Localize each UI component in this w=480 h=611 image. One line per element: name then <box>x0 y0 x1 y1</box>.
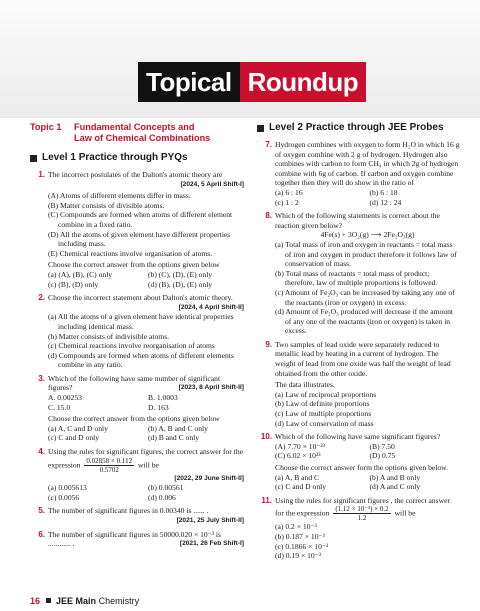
topic-number: Topic 1 <box>30 122 62 132</box>
option: (b) Matter consists of indivisible atoms. <box>48 331 170 341</box>
option: (b) 0.00561 <box>148 483 184 493</box>
question-text: Hydrogen combines with oxygen to form H₂O in which 16 g of oxygen combine with 2 g of hydrogen. Hydrogen also combines with carbon to form CH₄ in which 2g of hydrogen combine with 6g of carbon. If carbon and oxygen combine together then they will do show in the ratio of <box>275 140 460 188</box>
option: (d) Law of conservation of mass <box>275 418 374 428</box>
option: (a) 0.2 × 10⁻³ <box>275 522 317 532</box>
question-source: [2021, 25 July Shift-II] <box>176 517 244 524</box>
numerator: 0.02858 × 0.112 <box>86 456 133 465</box>
value: (C) 6.02 × 10²³ <box>275 451 321 461</box>
question-text: The number of significant figures in 0.00340 is ...... . <box>48 506 209 516</box>
question-text: Using the rules for significant figures, the correct answer for the expression <box>48 447 244 469</box>
option: (b) A and B only <box>369 472 421 482</box>
denominator: 1.2 <box>357 514 367 523</box>
fraction <box>84 457 134 474</box>
option: (c) Law of multiple proportions <box>275 409 372 419</box>
question-text: The number of significant figures in 50000.020 × 10⁻³ is ............ . <box>48 529 221 549</box>
option: (c) (B), (D) only <box>48 279 99 289</box>
question-4 <box>30 447 244 502</box>
statement: (D) All the atoms of given element have different properties including mass. <box>48 229 231 249</box>
question-text: Which of the following statements is correct about the reaction given below? <box>275 211 440 230</box>
question-9 <box>257 340 460 428</box>
option: (a) Total mass of iron and oxygen in reactants = total mass of iron and oxygen in product therefore it follows law of conservation of mass. <box>275 239 457 269</box>
question-number: 2. <box>38 293 45 303</box>
option: (a) All the atoms of a given element have identical properties including identical mass. <box>48 312 234 331</box>
instruction: Choose the correct answer from the options given below <box>48 414 220 424</box>
option: (a) A, C and D only <box>48 423 108 433</box>
question-11 <box>257 496 460 561</box>
option: (d) 0.006 <box>148 492 176 502</box>
question-text: Two samples of lead oxide were separately reduced to metallic lead by heating in a current of hydrogen. The weight of lead from one oxide was half the weight of lead obtained from the other oxide. <box>275 339 451 378</box>
question-3 <box>30 374 244 443</box>
question-text: The incorrect postulates of the Dalton's atomic theory are <box>48 170 223 179</box>
question-text: Using the rules for significant figures , the correct answer for the expression <box>275 495 451 518</box>
question-10 <box>257 432 460 492</box>
option: (d) (B), (D), (E) only <box>148 279 213 289</box>
denominator: 0.5702 <box>99 465 119 474</box>
options <box>48 483 244 502</box>
question-source: [2021, 26 Feb Shift-I] <box>179 540 244 548</box>
option: (c) 0.0056 <box>48 492 80 502</box>
option: (b) Law of definite proportions <box>275 399 370 409</box>
page-footer <box>30 596 139 606</box>
question-number: 6. <box>38 529 45 539</box>
option: (b) 6 : 18 <box>369 187 398 197</box>
question-text-end: will be <box>138 459 159 469</box>
numerator: (1.12 × 10⁻³) × 0.2 <box>335 505 389 514</box>
question-source: [2024, 5 April Shift-I] <box>180 180 244 188</box>
title-banner <box>138 62 366 102</box>
option: (a) 6 : 16 <box>275 187 303 197</box>
statement: (B) Matter consists of divisible atoms. <box>48 200 165 210</box>
banner-word-1: Topical <box>138 62 240 102</box>
footer-square-icon <box>46 598 51 603</box>
question-source: [2024, 4 April Shift-II] <box>178 303 244 311</box>
value: B. 1.0003 <box>148 393 178 403</box>
option: (b) 0.187 × 10⁻³ <box>275 531 325 541</box>
statement: (A) Atoms of different elements differ in mass. <box>48 191 191 201</box>
question-text-end: will be <box>394 508 416 518</box>
options <box>275 188 460 207</box>
question-7 <box>257 140 460 207</box>
option: (b) Total mass of reactants = total mass of product; therefore, law of multiple proportions is followed. <box>275 268 438 288</box>
question-number: 8. <box>265 211 272 221</box>
sub-text: The data illustrates. <box>275 380 335 390</box>
value: (B) 7.50 <box>369 441 395 451</box>
level-2-heading <box>257 122 460 134</box>
option: (a) A, B and C <box>275 472 320 482</box>
question-source: [2022, 29 June Shift-II] <box>174 474 244 482</box>
topic-heading <box>30 122 244 144</box>
instruction: Choose the correct answer from the options given below <box>48 260 220 270</box>
question-source: [2023, 8 April Shift-II] <box>178 384 244 392</box>
option: (c) 1 : 2 <box>275 197 299 207</box>
level-1-heading <box>30 152 244 164</box>
question-6 <box>30 530 244 549</box>
question-8 <box>257 211 460 336</box>
question-text: Choose the incorrect statement about Dalton's atomic theory. <box>48 293 233 303</box>
options <box>48 270 244 289</box>
value: (D) 0.75 <box>369 451 396 461</box>
level-1-label: Level 1 Practice through PYQs <box>42 152 188 163</box>
options <box>275 473 460 492</box>
option: (a) Law of reciprocal proportions <box>275 389 377 399</box>
question-text: Which of the following have same significant figures? <box>275 432 441 442</box>
option: (d) B and C only <box>148 433 200 443</box>
question-number: 11. <box>261 495 272 505</box>
question-text: Which of the following have same number of significant figures? <box>48 373 221 393</box>
option: (b) (C), (D), (E) only <box>148 269 213 279</box>
option: (d) Amount of Fe₂O₃ produced will decrease if the amount of any one of the reactants (iron or oxygen) is taken in excess. <box>275 307 454 336</box>
option: (c) Amount of Fe₂O₃ can be increased by taking any one of the reactants (iron or oxygen) in excess. <box>275 287 455 307</box>
question-1 <box>30 170 244 289</box>
option: (a) 0.005613 <box>48 483 87 493</box>
option: (d) 0.19 × 10⁻³ <box>275 551 322 561</box>
topic-line-2: Law of Chemical Combinations <box>74 133 211 143</box>
fraction <box>333 505 390 522</box>
left-column <box>30 120 244 553</box>
values <box>48 393 244 412</box>
banner-word-2: Roundup <box>240 62 367 102</box>
value: (A) 7.70 × 10⁻²³ <box>275 441 325 451</box>
option: (d) 12 : 24 <box>369 197 402 207</box>
question-number: 4. <box>38 447 45 457</box>
question-number: 10. <box>260 432 272 442</box>
square-bullet-icon <box>30 155 37 162</box>
option: (c) C and D only <box>48 433 100 443</box>
option: (d) Compounds are formed when atoms of different elements combine in any ratio. <box>48 350 234 370</box>
right-column <box>257 120 460 565</box>
values <box>275 442 460 461</box>
option: (c) C and D only <box>275 482 327 492</box>
question-2 <box>30 293 244 370</box>
topic-line-1: Fundamental Concepts and <box>74 122 195 132</box>
level-2-label: Level 2 Practice through JEE Probes <box>269 122 444 133</box>
square-bullet-icon <box>257 125 264 132</box>
question-number: 7. <box>265 140 272 149</box>
option: (d) A and C only <box>369 482 421 492</box>
question-number: 9. <box>265 339 272 349</box>
value: D. 163 <box>148 402 169 412</box>
question-number: 3. <box>38 373 45 383</box>
value: C. 15.0 <box>48 402 71 412</box>
equation: 4Fe(s) + 3O₂(g) ⟶ 2Fe₂O₃(g) <box>320 230 415 240</box>
page-number: 16 <box>30 596 41 606</box>
question-5 <box>30 506 244 525</box>
book-subject: Chemistry <box>98 596 140 606</box>
statement: (E) Chemical reactions involve organisation of atoms. <box>48 248 213 258</box>
option: (c) Chemical reactions involve reorganisation of atoms <box>48 341 215 351</box>
question-number: 5. <box>38 506 45 516</box>
statement: (C) Compounds are formed when atoms of different element combine in a fixed ratio. <box>48 210 233 229</box>
option: (b) A, B and C only <box>148 423 208 433</box>
options <box>48 424 244 443</box>
value: A. 0.00253 <box>48 393 82 403</box>
option: (c) 0.1866 × 10⁻³ <box>275 541 329 551</box>
option: (a) (A), (B), (C) only <box>48 269 113 279</box>
book-title: JEE Main <box>56 596 97 606</box>
instruction: Choose the correct answer form the options given below. <box>275 463 449 472</box>
question-number: 1. <box>38 170 45 179</box>
